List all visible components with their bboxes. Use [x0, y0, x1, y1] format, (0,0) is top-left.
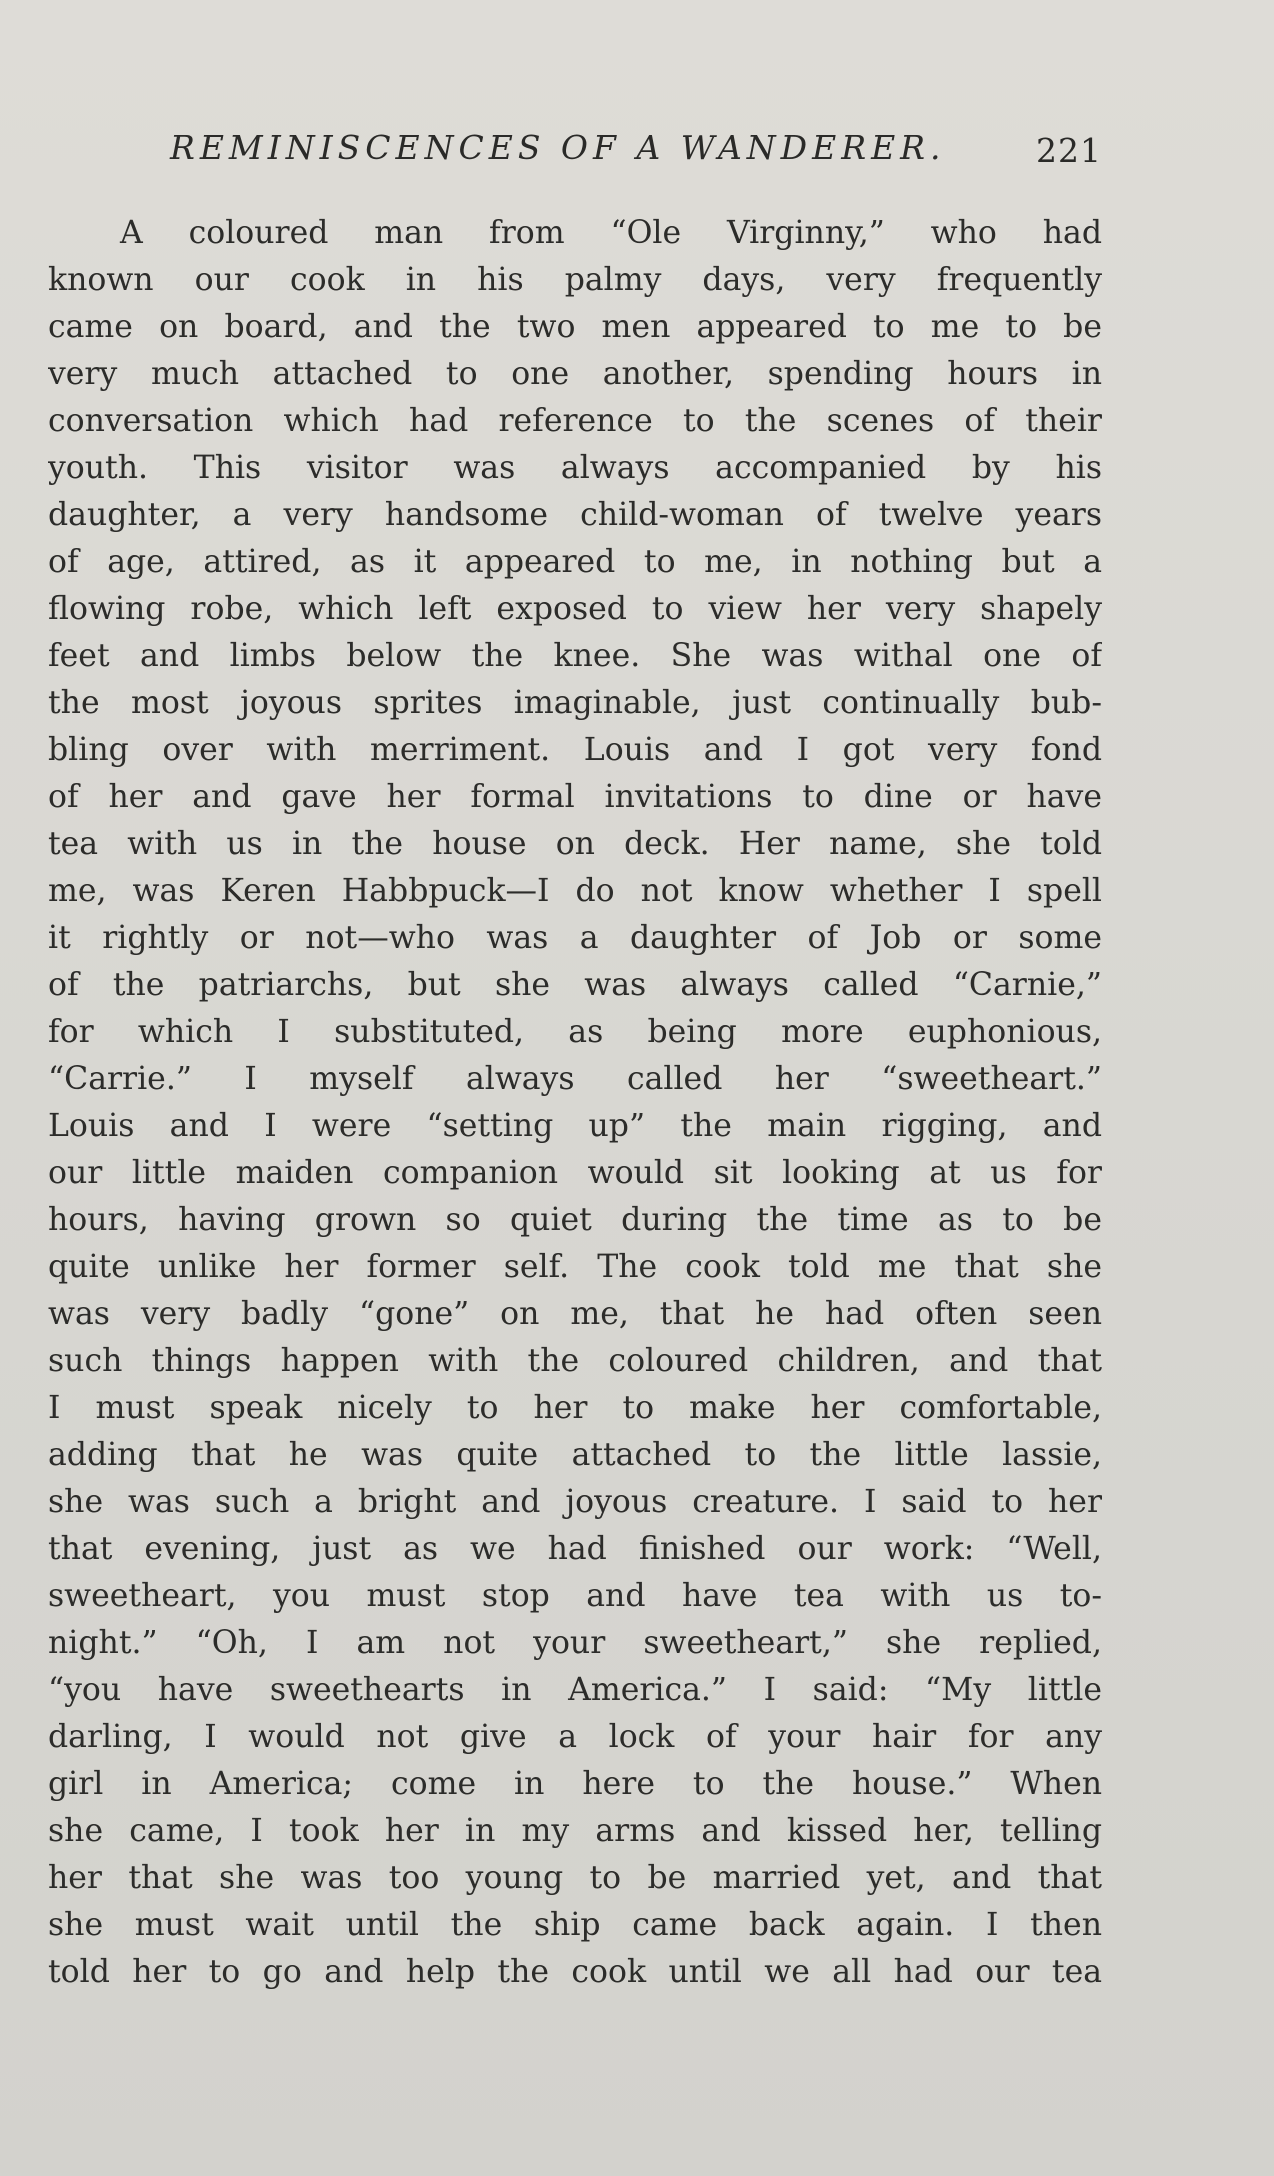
text-line: of her and gave her formal invitations to dine or have — [48, 779, 1102, 815]
text-line: me, was Keren Habbpuck—I do not know whether I spell — [48, 873, 1102, 909]
text-line: hours, having grown so quiet during the time as to be — [48, 1202, 1102, 1238]
text-line: such things happen with the coloured children, and that — [48, 1343, 1102, 1379]
text-line: bling over with merriment. Louis and I got very fond — [48, 732, 1102, 768]
text-line: feet and limbs below the knee. She was withal one of — [48, 638, 1102, 674]
text-line: night.” “Oh, I am not your sweetheart,” she replied, — [48, 1625, 1102, 1661]
text-line: that evening, just as we had finished our work: “Well, — [48, 1531, 1102, 1567]
text-line: adding that he was quite attached to the little lassie, — [48, 1437, 1102, 1473]
text-line: our little maiden companion would sit looking at us for — [48, 1155, 1102, 1191]
text-line: the most joyous sprites imaginable, just continually bub- — [48, 685, 1102, 721]
text-line: she must wait until the ship came back again. I then — [48, 1907, 1102, 1943]
text-line: darling, I would not give a lock of your hair for any — [48, 1719, 1102, 1755]
text-line: of age, attired, as it appeared to me, in nothing but a — [48, 544, 1102, 580]
text-line: I must speak nicely to her to make her comfortable, — [48, 1390, 1102, 1426]
text-line: youth. This visitor was always accompanied by his — [48, 450, 1102, 486]
text-line: she came, I took her in my arms and kissed her, telling — [48, 1813, 1102, 1849]
running-title: REMINISCENCES OF A WANDERER. — [170, 128, 946, 167]
text-line: was very badly “gone” on me, that he had often seen — [48, 1296, 1102, 1332]
page-header — [48, 128, 1102, 180]
text-line: came on board, and the two men appeared to me to be — [48, 309, 1102, 345]
text-line: “Carrie.” I myself always called her “sweetheart.” — [48, 1061, 1102, 1097]
text-line: of the patriarchs, but she was always called “Carnie,” — [48, 967, 1102, 1003]
text-line: she was such a bright and joyous creature. I said to her — [48, 1484, 1102, 1520]
text-line: flowing robe, which left exposed to view her very shapely — [48, 591, 1102, 627]
text-line: Louis and I were “setting up” the main rigging, and — [48, 1108, 1102, 1144]
text-line: known our cook in his palmy days, very frequently — [48, 262, 1102, 298]
text-line: quite unlike her former self. The cook told me that she — [48, 1249, 1102, 1285]
text-line: very much attached to one another, spending hours in — [48, 356, 1102, 392]
text-line: daughter, a very handsome child-woman of twelve years — [48, 497, 1102, 533]
text-line: A coloured man from “Ole Virginny,” who had — [120, 215, 1102, 251]
text-line: girl in America; come in here to the house.” When — [48, 1766, 1102, 1802]
text-line: sweetheart, you must stop and have tea with us to- — [48, 1578, 1102, 1614]
text-line: told her to go and help the cook until we all had our tea — [48, 1954, 1102, 1990]
page-number: 221 — [1036, 131, 1102, 170]
paragraph — [48, 210, 1102, 1996]
text-line: for which I substituted, as being more euphonious, — [48, 1014, 1102, 1050]
text-line: her that she was too young to be married yet, and that — [48, 1860, 1102, 1896]
text-line: tea with us in the house on deck. Her name, she told — [48, 826, 1102, 862]
text-line: conversation which had reference to the scenes of their — [48, 403, 1102, 439]
text-line: it rightly or not—who was a daughter of Job or some — [48, 920, 1102, 956]
text-line: “you have sweethearts in America.” I said: “My little — [48, 1672, 1102, 1708]
